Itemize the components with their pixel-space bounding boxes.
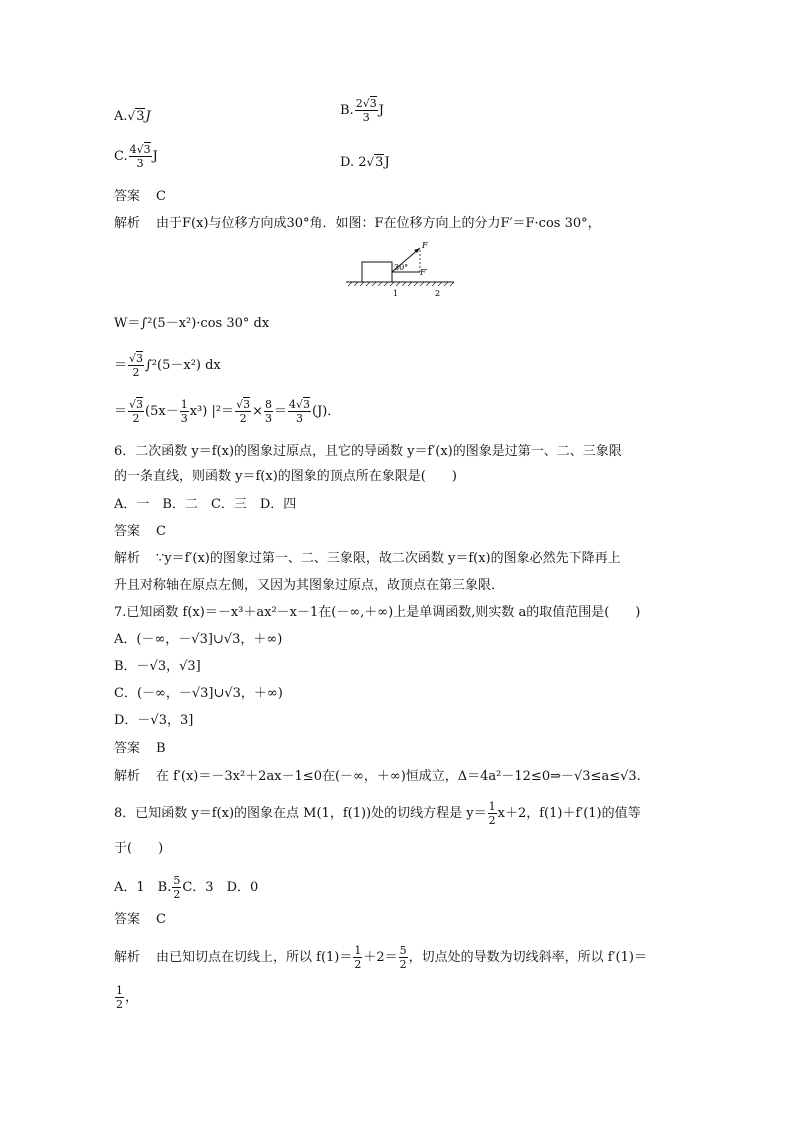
q6-analysis-line-1: 解析 ∵y＝f′(x)的图象过第一、二、三象限，故二次函数 y＝f(x)的图象必然先下降再上 xyxy=(114,551,621,566)
q8-answer: 答案 C xyxy=(114,912,166,927)
q8-analysis-tail: $\frac{1}{2}$ ， xyxy=(116,984,139,1011)
q6-answer: 答案 C xyxy=(114,524,166,539)
q7-stem: 7.已知函数 f(x)＝－x³＋ax²－x－1在(－∞,＋∞)上是单调函数,则实数 a的取值范围是( ) xyxy=(114,605,641,620)
q8-stem-line-2: 于( ) xyxy=(114,841,164,856)
q8-stem-line-1: 8．已知函数 y＝f(x)的图象在点 M(1，f(1))处的切线方程是 y＝ $\frac{1}{2}$ x＋2，f(1)＋f′(1)的值等 xyxy=(114,800,641,827)
tick-label-2: 2 xyxy=(435,289,441,298)
q5-option-c: C. $\frac{4√3}{3}$ J xyxy=(114,143,158,170)
angle-label: 30° xyxy=(394,263,409,272)
q6-options: A．一 B．二 C．三 D．四 xyxy=(114,497,297,512)
q8-analysis: 解析 由已知切点在切线上，所以 f(1)＝ $\frac{1}{2}$ ＋2＝ $\frac{5}{2}$ ，切点处的导数为切线斜率，所以 f′(1)＝ xyxy=(114,944,647,971)
tick-label-1: 1 xyxy=(393,289,399,298)
work-line-2: ＝ $\frac{√3}{2}$ ∫²(5－x²) dx xyxy=(114,352,221,379)
q5-answer: 答案 C xyxy=(114,189,166,204)
work-line-1: W＝∫²(5－x²)·cos 30° dx xyxy=(114,316,270,331)
q7-answer: 答案 B xyxy=(114,741,166,756)
q5-option-a: A.√3J xyxy=(114,109,151,124)
q5-option-b: B. $\frac{2√3}{3}$ J xyxy=(340,97,384,124)
q7-option-b: B．－√3，√3] xyxy=(114,659,201,674)
q7-option-c: C．(－∞，－√3]∪√3，＋∞) xyxy=(114,686,283,701)
q6-analysis-line-2: 升且对称轴在原点左侧，又因为其图象过原点，故顶点在第三象限． xyxy=(114,578,505,593)
component-label: F′ xyxy=(420,268,428,277)
q7-option-a: A．(－∞，－√3]∪√3，＋∞) xyxy=(114,632,283,647)
q8-options: A．1 B. $\frac{5}{2}$ C．3 D．0 xyxy=(114,874,259,901)
work-line-3: ＝ $\frac{√3}{2}$ (5x－ $\frac{1}{3}$ x³) |²＝ $\frac{√3}{2}$ × $\frac{8}{3}$ ＝ $\frac{4√3}{3}$ (J)． xyxy=(114,398,341,425)
block xyxy=(362,262,392,282)
q5-option-d: D. 2√3J xyxy=(340,155,390,170)
q7-option-d: D．－√3，3] xyxy=(114,713,194,728)
force-diagram xyxy=(340,238,460,300)
q6-stem-line-2: 的一条直线，则函数 y＝f(x)的图象的顶点所在象限是( ) xyxy=(114,469,457,484)
q5-analysis: 解析 由于F(x)与位移方向成30°角．如图：F在位移方向上的分力F′＝F·cos 30°， xyxy=(114,216,601,231)
q6-stem-line-1: 6．二次函数 y＝f(x)的图象过原点，且它的导函数 y＝f′(x)的图象是过第一、二、三象限 xyxy=(114,444,622,459)
force-label: F xyxy=(422,241,428,250)
ground-hatch xyxy=(348,282,454,286)
q7-analysis: 解析 在 f′(x)＝－3x²＋2ax－1≤0在(－∞，＋∞)恒成立，Δ＝4a²－12≤0⇒－√3≤a≤√3. xyxy=(114,769,641,784)
